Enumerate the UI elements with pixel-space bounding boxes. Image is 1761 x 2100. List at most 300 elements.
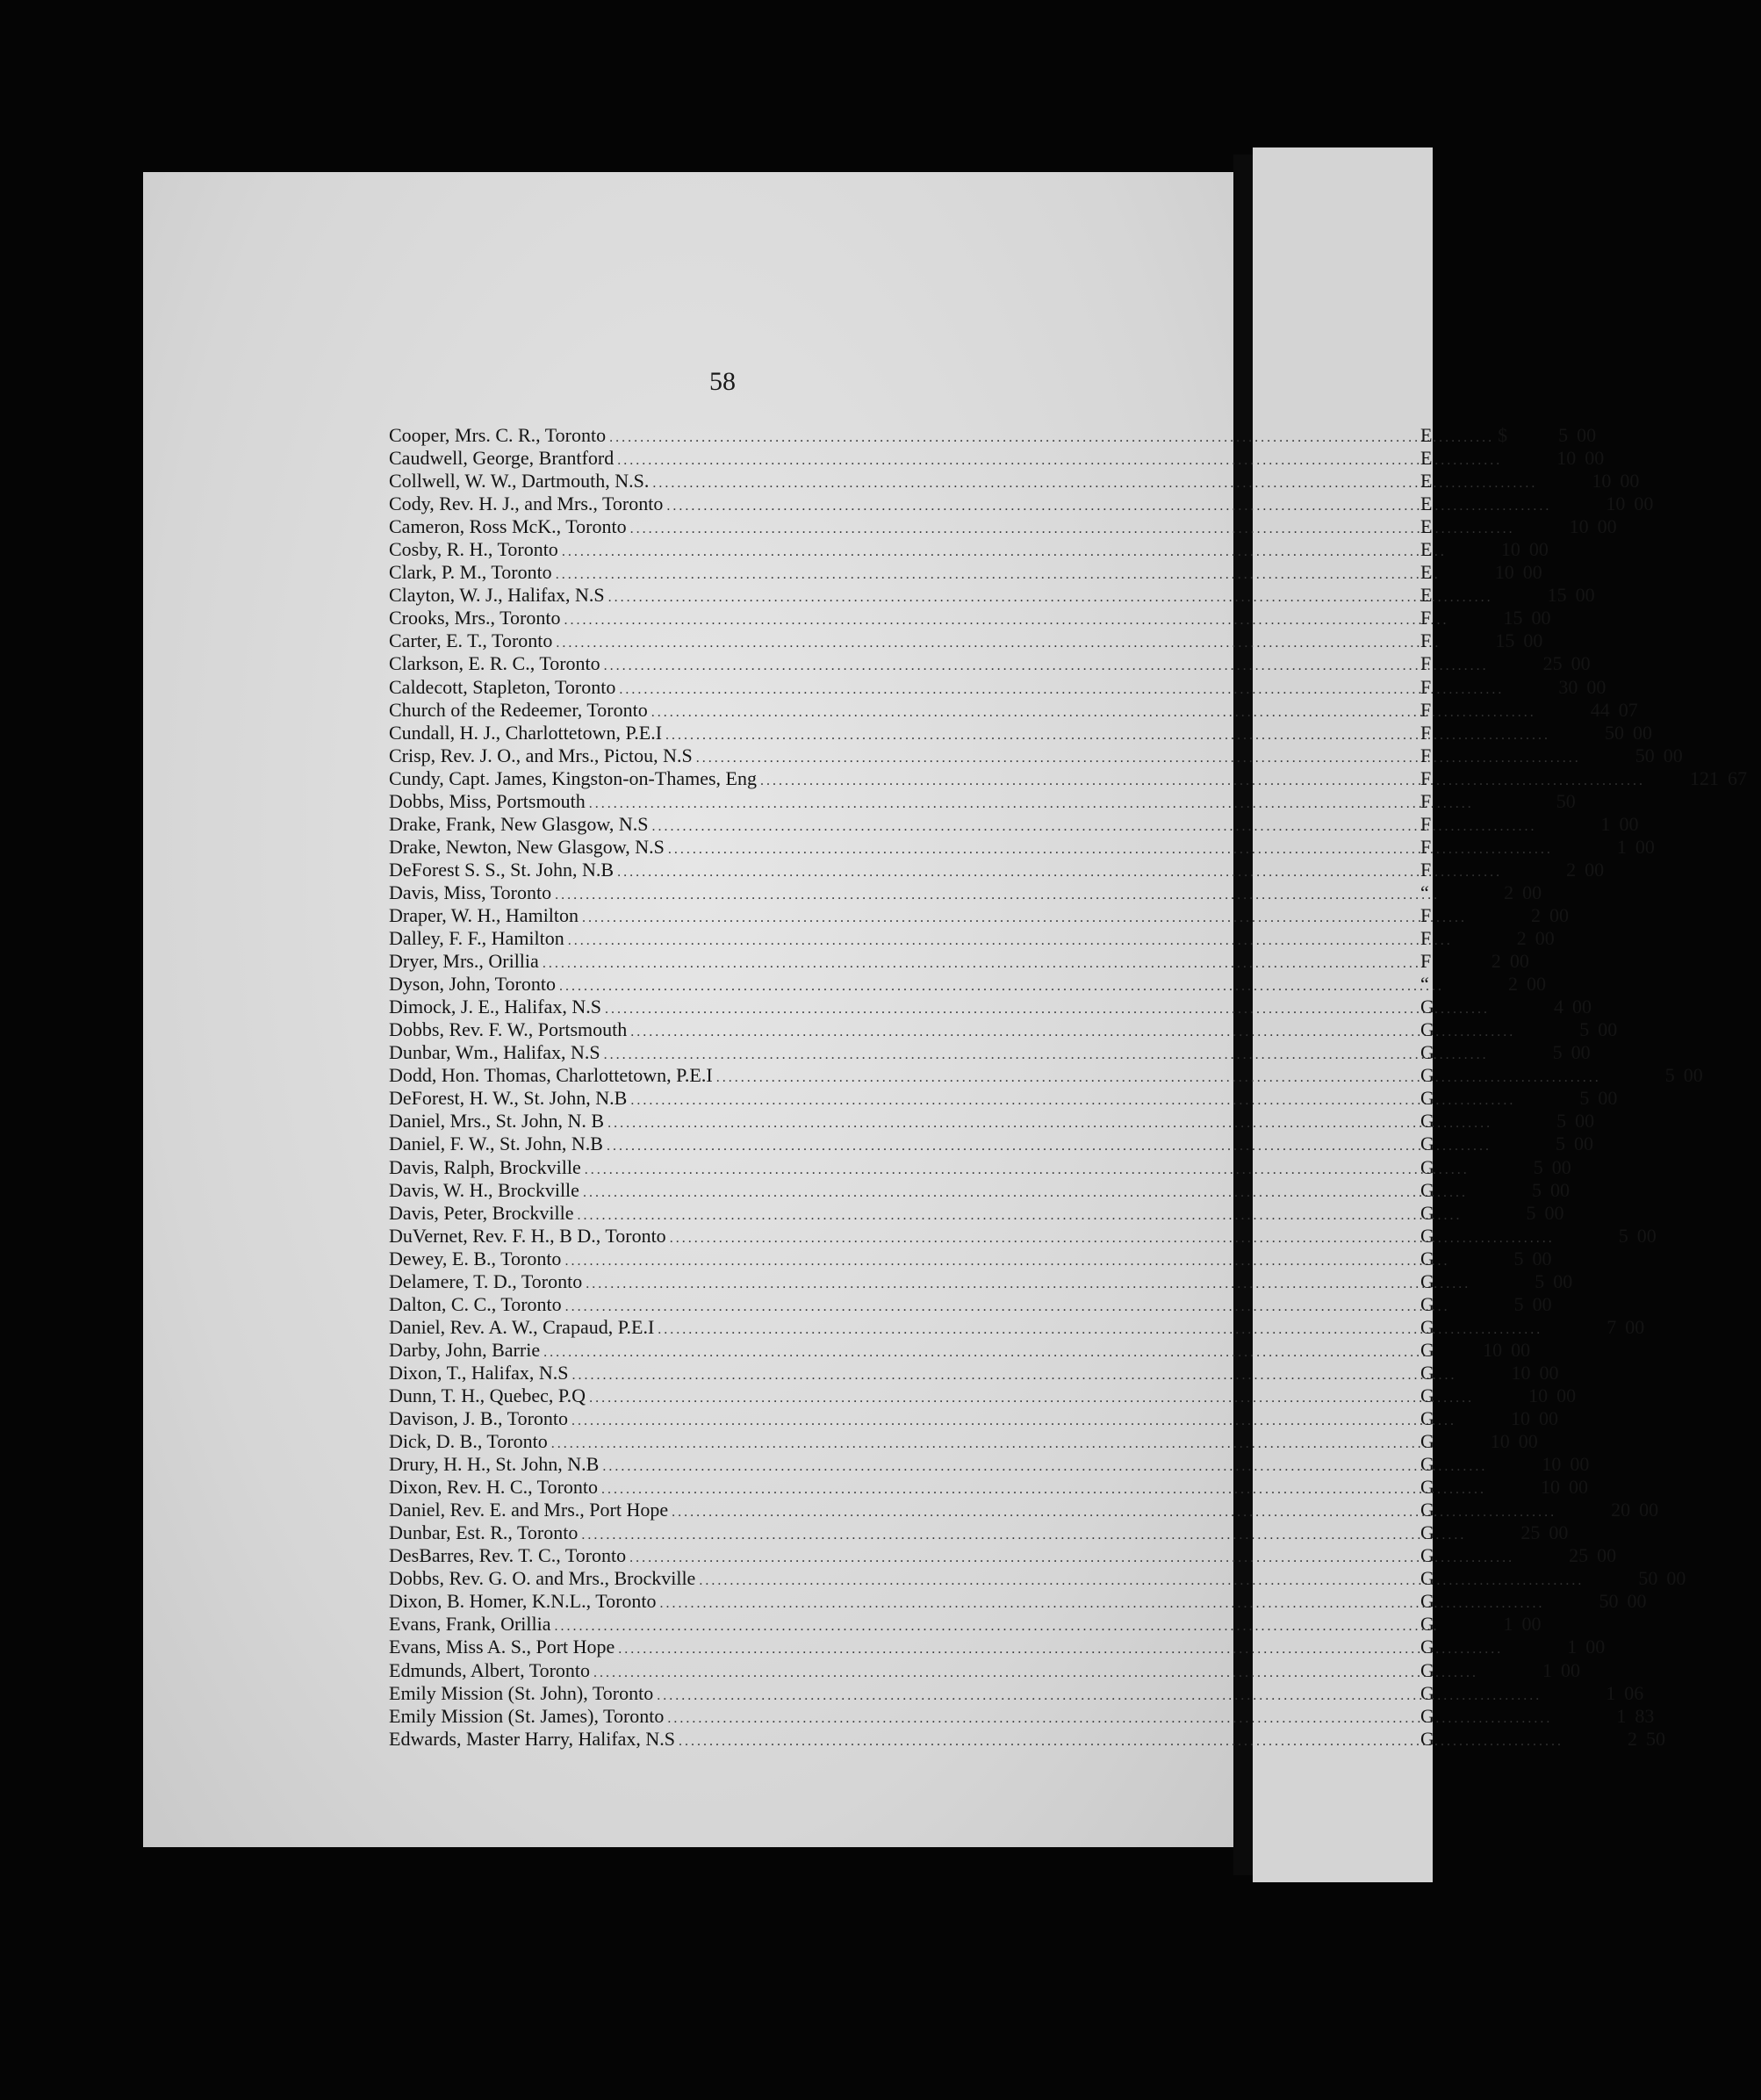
leader-dots xyxy=(699,1570,1584,1593)
subscriber-list xyxy=(389,424,1747,1751)
amount-cents: 00 xyxy=(1585,1636,1606,1658)
amount-cents: 00 xyxy=(1509,950,1529,973)
page-number: 58 xyxy=(709,367,736,396)
leader-dots xyxy=(760,770,1645,793)
amount-dollars: 10 xyxy=(1500,538,1520,561)
facing-page-letter: G xyxy=(1420,1727,1434,1750)
facing-page-letter: G xyxy=(1420,1430,1434,1453)
facing-page-letter: E xyxy=(1420,470,1433,493)
amount-cents: 00 xyxy=(1549,903,1570,926)
subscriber-name: Cundy, Capt. James, Kingston-on-Thames, Eng xyxy=(389,766,757,789)
facing-page-letter: F xyxy=(1420,858,1432,881)
amount-cents: 00 xyxy=(1539,1361,1559,1384)
facing-page-letter: E xyxy=(1420,493,1433,515)
leader-dots xyxy=(657,1685,1542,1708)
list-item xyxy=(389,721,1653,744)
subscriber-name: DesBarres, Rev. T. C., Toronto xyxy=(389,1544,627,1567)
facing-page-letter: E xyxy=(1420,538,1433,561)
leader-dots xyxy=(630,1090,1515,1112)
list-item xyxy=(389,698,1638,722)
amount-dollars: 10 xyxy=(1556,447,1577,470)
leader-dots xyxy=(555,1615,1440,1638)
amount-dollars: 10 xyxy=(1490,1430,1510,1453)
leader-dots xyxy=(604,655,1489,678)
facing-page-letter: G xyxy=(1420,1064,1434,1087)
list-item xyxy=(389,1499,1659,1521)
amount-dollars: 25 xyxy=(1520,1521,1541,1544)
amount-dollars: 1 xyxy=(1616,835,1627,858)
amount-cents: 00 xyxy=(1571,996,1592,1018)
subscriber-name: Dimock, J. E., Halifax, N.S xyxy=(389,996,601,1018)
facing-page-letter: F xyxy=(1420,766,1432,789)
list-item xyxy=(389,1613,1542,1636)
list-item xyxy=(389,1544,1617,1567)
list-item xyxy=(389,1453,1590,1476)
amount-cents: 00 xyxy=(1575,584,1595,607)
list-item xyxy=(389,812,1639,836)
leader-dots xyxy=(582,907,1467,930)
subscriber-name: Dunbar, Est. R., Toronto xyxy=(389,1521,579,1544)
list-item xyxy=(389,1292,1552,1316)
facing-page-letter: F xyxy=(1420,607,1432,629)
amount-cents: 00 xyxy=(1528,538,1549,561)
amount-dollars: 25 xyxy=(1569,1544,1589,1567)
amount-cents: 00 xyxy=(1635,835,1655,858)
amount-cents: 00 xyxy=(1561,1658,1581,1681)
amount-dollars: 50 xyxy=(1605,721,1625,744)
subscriber-name: Caudwell, George, Brantford xyxy=(389,447,615,470)
subscriber-name: Caldecott, Stapleton, Toronto xyxy=(389,675,616,698)
leader-dots xyxy=(617,858,1502,884)
amount-dollars: 5 xyxy=(1535,1269,1545,1292)
list-item xyxy=(389,1269,1573,1293)
amount-cents: 00 xyxy=(1511,1338,1531,1361)
subscriber-name: Davis, W. H., Brockville xyxy=(389,1178,579,1201)
facing-page-letter: G xyxy=(1420,1658,1434,1681)
amount-dollars: 10 xyxy=(1541,1476,1561,1499)
amount-dollars: 1 xyxy=(1567,1636,1578,1658)
list-item xyxy=(389,1567,1686,1590)
amount-dollars: 2 xyxy=(1507,973,1518,996)
list-item xyxy=(389,1590,1647,1613)
amount-cents: 00 xyxy=(1556,1384,1577,1406)
list-item xyxy=(389,1064,1703,1087)
leader-dots xyxy=(589,793,1474,816)
amount-cents: 00 xyxy=(1585,447,1605,470)
list-item xyxy=(389,1430,1538,1453)
amount-cents: 00 xyxy=(1575,1110,1595,1133)
subscriber-name: Daniel, Rev. A. W., Crapaud, P.E.I xyxy=(389,1315,655,1338)
facing-page-letter: G xyxy=(1420,1704,1434,1727)
amount-cents: 00 xyxy=(1521,1613,1542,1636)
amount-dollars: 121 xyxy=(1689,766,1719,789)
list-item xyxy=(389,789,1576,813)
subscriber-name: Dyson, John, Toronto xyxy=(389,973,556,996)
amount-dollars: 20 xyxy=(1611,1499,1631,1521)
facing-page-letter: F xyxy=(1420,835,1432,858)
amount-dollars: 5 xyxy=(1579,1087,1590,1110)
subscriber-name: Cody, Rev. H. J., and Mrs., Toronto xyxy=(389,493,664,515)
leader-dots xyxy=(559,975,1444,998)
amount-dollars: 4 xyxy=(1553,996,1563,1018)
facing-page-letter: G xyxy=(1420,1476,1434,1499)
list-item xyxy=(389,996,1592,1018)
subscriber-name: Dodd, Hon. Thomas, Charlottetown, P.E.I xyxy=(389,1064,713,1087)
facing-page-letter: G xyxy=(1420,1361,1434,1384)
amount-cents: 00 xyxy=(1598,1018,1618,1041)
subscriber-name: Dixon, B. Homer, K.N.L., Toronto xyxy=(389,1590,657,1613)
amount-cents: 07 xyxy=(1618,698,1638,721)
amount-dollars: 1 xyxy=(1503,1613,1513,1636)
subscriber-name: DeForest, H. W., St. John, N.B xyxy=(389,1087,628,1110)
amount-dollars: 5 xyxy=(1556,1110,1567,1133)
leader-dots xyxy=(660,1593,1545,1615)
amount-dollars: 10 xyxy=(1528,1384,1549,1406)
amount-dollars: 1 xyxy=(1542,1658,1553,1681)
facing-page-letter: E xyxy=(1420,561,1433,584)
amount-dollars: 10 xyxy=(1483,1338,1503,1361)
subscriber-name: Evans, Frank, Orillia xyxy=(389,1613,551,1636)
facing-page-letter: F xyxy=(1420,927,1432,950)
list-item xyxy=(389,652,1591,675)
facing-page-letter: F xyxy=(1420,789,1432,812)
amount-dollars: 5 xyxy=(1526,1201,1536,1224)
amount-cents: 00 xyxy=(1570,1453,1590,1476)
leader-dots xyxy=(630,1021,1515,1044)
facing-page-letter: G xyxy=(1420,1110,1434,1133)
leader-dots xyxy=(556,632,1441,655)
amount-dollars: 10 xyxy=(1592,470,1612,493)
leader-dots xyxy=(586,1273,1470,1296)
amount-dollars: 5 xyxy=(1552,1041,1563,1064)
subscriber-name: Drake, Frank, New Glasgow, N.S xyxy=(389,812,649,835)
amount-dollars: 2 xyxy=(1516,927,1527,950)
facing-page-letter: G xyxy=(1420,1178,1434,1201)
amount-dollars: 15 xyxy=(1547,584,1567,607)
subscriber-name: Dobbs, Rev. G. O. and Mrs., Brockville xyxy=(389,1567,696,1590)
facing-page-letter: F xyxy=(1420,903,1432,926)
facing-page-letter: G xyxy=(1420,1269,1434,1292)
leader-dots xyxy=(666,495,1551,518)
amount-cents: 00 xyxy=(1535,927,1555,950)
leader-dots xyxy=(562,541,1447,564)
facing-page-letter: G xyxy=(1420,1384,1434,1406)
leader-dots xyxy=(585,1159,1470,1182)
facing-page-letter: “ xyxy=(1420,973,1429,996)
list-item xyxy=(389,1110,1595,1133)
leader-dots xyxy=(629,1547,1514,1570)
leader-dots xyxy=(602,1456,1487,1478)
facing-page-letter: G xyxy=(1420,1338,1434,1361)
subscriber-name: Crisp, Rev. J. O., and Mrs., Pictou, N.S xyxy=(389,744,693,766)
amount-cents: 00 xyxy=(1598,1087,1618,1110)
amount-cents: 00 xyxy=(1544,1201,1564,1224)
list-item xyxy=(389,1658,1581,1682)
facing-page-letter: E xyxy=(1420,584,1433,607)
subscriber-name: Daniel, F. W., St. John, N.B xyxy=(389,1133,603,1155)
amount-cents: 83 xyxy=(1635,1704,1655,1727)
amount-cents: 06 xyxy=(1624,1681,1644,1704)
list-item xyxy=(389,447,1605,470)
facing-page-letter: F xyxy=(1420,629,1432,652)
facing-page-letter: G xyxy=(1420,1292,1434,1315)
facing-page-letter: G xyxy=(1420,1499,1434,1521)
subscriber-name: Collwell, W. W., Dartmouth, N.S. xyxy=(389,470,650,493)
subscriber-name: Cameron, Ross McK., Toronto xyxy=(389,515,627,538)
amount-cents: 00 xyxy=(1549,1521,1569,1544)
amount-dollars: 1 xyxy=(1616,1704,1627,1727)
currency-symbol: $ xyxy=(1498,424,1508,446)
leader-dots xyxy=(543,1341,1428,1364)
list-item xyxy=(389,629,1543,652)
list-item xyxy=(389,675,1606,699)
list-item xyxy=(389,1018,1618,1041)
subscriber-name: Edwards, Master Harry, Halifax, N.S xyxy=(389,1727,676,1750)
leader-dots xyxy=(564,609,1448,632)
facing-page-letter: G xyxy=(1420,1544,1434,1567)
facing-page-letter: G xyxy=(1420,1407,1434,1430)
amount-cents: 00 xyxy=(1553,1269,1573,1292)
amount-cents: 00 xyxy=(1597,1544,1617,1567)
amount-dollars: 10 xyxy=(1569,515,1589,538)
subscriber-name: Drury, H. H., St. John, N.B xyxy=(389,1453,600,1476)
amount-cents: 00 xyxy=(1627,1590,1647,1613)
amount-dollars: 25 xyxy=(1542,652,1563,675)
list-item xyxy=(389,1338,1531,1362)
list-item xyxy=(389,515,1617,538)
leader-dots xyxy=(581,1524,1466,1547)
facing-page-letter: G xyxy=(1420,1636,1434,1658)
leader-dots xyxy=(564,1247,1449,1273)
amount-dollars: 1 xyxy=(1600,812,1611,835)
facing-page-letter: G xyxy=(1420,1567,1434,1590)
leader-dots xyxy=(696,747,1581,770)
amount-dollars: 5 xyxy=(1531,1178,1542,1201)
subscriber-name: Cosby, R. H., Toronto xyxy=(389,538,558,561)
subscriber-name: Clayton, W. J., Halifax, N.S xyxy=(389,584,605,607)
list-item xyxy=(389,1681,1644,1705)
leader-dots xyxy=(618,1638,1503,1661)
list-item xyxy=(389,1521,1569,1544)
facing-page-letter: F xyxy=(1420,744,1432,766)
facing-page-letter: G xyxy=(1420,1613,1434,1636)
subscriber-name: Dalley, F. F., Hamilton xyxy=(389,927,564,950)
amount-cents: 00 xyxy=(1619,812,1639,835)
facing-page-letter: G xyxy=(1420,1087,1434,1110)
leader-dots xyxy=(601,1478,1486,1501)
amount-dollars: 50 xyxy=(1638,1567,1658,1590)
amount-cents: 00 xyxy=(1633,721,1653,744)
subscriber-name: Davis, Miss, Toronto xyxy=(389,881,552,903)
amount-cents: 00 xyxy=(1571,652,1591,675)
amount-cents: 67 xyxy=(1727,766,1747,789)
amount-dollars: 10 xyxy=(1511,1361,1531,1384)
facing-page-letter: G xyxy=(1420,1521,1434,1544)
amount-cents: 00 xyxy=(1531,607,1551,629)
amount-cents: 00 xyxy=(1634,493,1654,515)
list-item xyxy=(389,1178,1570,1202)
subscriber-name: Darby, John, Barrie xyxy=(389,1338,541,1361)
leader-dots xyxy=(619,679,1504,701)
list-item xyxy=(389,881,1542,904)
amount-cents: 00 xyxy=(1551,1155,1571,1178)
facing-page-letter: “ xyxy=(1420,881,1429,903)
subscriber-name: Carter, E. T., Toronto xyxy=(389,629,553,652)
list-item xyxy=(389,493,1654,515)
facing-page-letter: G xyxy=(1420,1133,1434,1155)
subscriber-name: Drake, Newton, New Glasgow, N.S xyxy=(389,835,665,858)
leader-dots xyxy=(608,586,1493,609)
amount-dollars: 2 xyxy=(1531,903,1542,926)
facing-page-letter: G xyxy=(1420,1453,1434,1476)
amount-cents: 00 xyxy=(1522,561,1542,584)
facing-page-letter: G xyxy=(1420,1224,1434,1247)
amount-dollars: 5 xyxy=(1513,1292,1524,1315)
list-item xyxy=(389,1041,1591,1064)
subscriber-name: Dixon, T., Halifax, N.S xyxy=(389,1361,569,1384)
amount-cents: 00 xyxy=(1585,858,1605,881)
amount-dollars: 2 xyxy=(1566,858,1577,881)
amount-cents: 00 xyxy=(1639,1499,1659,1521)
facing-page-initials xyxy=(1420,424,1433,1751)
amount-dollars: 5 xyxy=(1664,1064,1675,1087)
leader-dots xyxy=(593,1662,1478,1685)
list-item xyxy=(389,903,1570,927)
leader-dots xyxy=(716,1067,1601,1090)
amount-cents: 00 xyxy=(1523,629,1543,652)
list-item xyxy=(389,1155,1571,1179)
subscriber-name: Evans, Miss A. S., Port Hope xyxy=(389,1636,615,1658)
amount-dollars: 5 xyxy=(1558,424,1569,446)
amount-dollars: 5 xyxy=(1579,1018,1590,1041)
subscriber-name: Dobbs, Rev. F. W., Portsmouth xyxy=(389,1018,628,1041)
subscriber-name: Davison, J. B., Toronto xyxy=(389,1407,569,1430)
leader-dots xyxy=(583,1182,1468,1205)
leader-dots xyxy=(652,816,1537,838)
list-item xyxy=(389,424,1597,447)
facing-page-letter: G xyxy=(1420,1041,1434,1064)
amount-dollars: 30 xyxy=(1558,675,1578,698)
amount-cents: 00 xyxy=(1532,1247,1552,1269)
list-item xyxy=(389,470,1640,493)
list-item xyxy=(389,1727,1666,1751)
amount-dollars: 5 xyxy=(1555,1133,1565,1155)
leader-dots xyxy=(604,1044,1489,1067)
leader-dots xyxy=(617,449,1502,472)
amount-cents: 00 xyxy=(1597,515,1617,538)
leader-dots xyxy=(572,1361,1457,1387)
facing-page-letter: F xyxy=(1420,812,1432,835)
amount-cents: 50 xyxy=(1556,789,1576,812)
subscriber-name: DeForest S. S., St. John, N.B xyxy=(389,858,615,881)
amount-cents: 00 xyxy=(1532,1292,1552,1315)
subscriber-name: Davis, Ralph, Brockville xyxy=(389,1155,581,1178)
amount-cents: 00 xyxy=(1586,675,1606,698)
amount-cents: 00 xyxy=(1620,470,1640,493)
facing-page-letter: F xyxy=(1420,950,1432,973)
subscriber-name: Emily Mission (St. James), Toronto xyxy=(389,1704,665,1727)
leader-dots xyxy=(605,998,1490,1021)
subscriber-name: Dick, D. B., Toronto xyxy=(389,1430,548,1453)
amount-cents: 50 xyxy=(1646,1727,1666,1750)
amount-dollars: 10 xyxy=(1494,561,1514,584)
subscriber-name: Draper, W. H., Hamilton xyxy=(389,903,579,926)
facing-page-letter: G xyxy=(1420,1201,1434,1224)
leader-dots xyxy=(652,472,1537,495)
list-item xyxy=(389,607,1551,629)
amount-dollars: 2 xyxy=(1628,1727,1638,1750)
amount-dollars: 10 xyxy=(1511,1407,1531,1430)
amount-dollars: 10 xyxy=(1606,493,1626,515)
list-item xyxy=(389,1384,1577,1407)
subscriber-name: Edmunds, Albert, Toronto xyxy=(389,1658,591,1681)
subscriber-name: DuVernet, Rev. F. H., B D., Toronto xyxy=(389,1224,666,1247)
leader-dots xyxy=(578,1205,1463,1227)
facing-page-letter: E xyxy=(1420,424,1433,446)
leader-dots xyxy=(551,1433,1436,1456)
amount-cents: 00 xyxy=(1573,1133,1593,1155)
facing-page-letter: F xyxy=(1420,675,1432,698)
list-item xyxy=(389,561,1542,584)
facing-page-letter: F xyxy=(1420,652,1432,675)
subscriber-name: Delamere, T. D., Toronto xyxy=(389,1269,583,1292)
subscriber-name: Clark, P. M., Toronto xyxy=(389,561,552,584)
subscriber-name: Dixon, Rev. H. C., Toronto xyxy=(389,1476,599,1499)
leader-dots xyxy=(658,1319,1542,1341)
list-item xyxy=(389,1636,1606,1658)
leader-dots xyxy=(589,1387,1474,1410)
subscriber-name: Cooper, Mrs. C. R., Toronto xyxy=(389,424,607,446)
list-item xyxy=(389,766,1747,790)
amount-dollars: 15 xyxy=(1495,629,1515,652)
subscriber-name: Dalton, C. C., Toronto xyxy=(389,1292,562,1315)
amount-dollars: 5 xyxy=(1533,1155,1543,1178)
list-item xyxy=(389,1087,1618,1110)
leader-dots xyxy=(568,930,1453,953)
amount-dollars: 7 xyxy=(1606,1315,1617,1338)
subscriber-name: Daniel, Mrs., St. John, N. B xyxy=(389,1110,605,1133)
subscriber-name: Davis, Peter, Brockville xyxy=(389,1201,574,1224)
facing-page-letter: E xyxy=(1420,515,1433,538)
facing-page-letter: G xyxy=(1420,996,1434,1018)
subscriber-name: Dobbs, Miss, Portsmouth xyxy=(389,789,586,812)
amount-cents: 00 xyxy=(1666,1567,1686,1590)
amount-cents: 00 xyxy=(1636,1224,1657,1247)
subscriber-name: Clarkson, E. R. C., Toronto xyxy=(389,652,600,675)
amount-cents: 00 xyxy=(1683,1064,1703,1087)
subscriber-name: Dunbar, Wm., Halifax, N.S xyxy=(389,1041,600,1064)
amount-dollars: 50 xyxy=(1599,1590,1619,1613)
list-item xyxy=(389,1224,1657,1248)
subscriber-name: Cundall, H. J., Charlottetown, P.E.I xyxy=(389,721,663,744)
list-item xyxy=(389,927,1555,950)
amount-cents: 00 xyxy=(1625,1315,1645,1338)
list-item xyxy=(389,1407,1559,1430)
amount-cents: 00 xyxy=(1663,744,1683,766)
subscriber-name: Dewey, E. B., Toronto xyxy=(389,1247,562,1269)
list-item xyxy=(389,1315,1645,1339)
facing-page-letter: G xyxy=(1420,1590,1434,1613)
amount-dollars: 2 xyxy=(1504,881,1514,903)
subscriber-name: Dunn, T. H., Quebec, P.Q xyxy=(389,1384,586,1406)
amount-dollars: 5 xyxy=(1513,1247,1524,1269)
amount-cents: 00 xyxy=(1577,424,1597,446)
amount-dollars: 2 xyxy=(1491,950,1501,973)
leader-dots xyxy=(565,1296,1450,1319)
subscriber-name: Emily Mission (St. John), Toronto xyxy=(389,1681,654,1704)
facing-page-letter: G xyxy=(1420,1155,1434,1178)
amount-dollars: 44 xyxy=(1590,698,1610,721)
